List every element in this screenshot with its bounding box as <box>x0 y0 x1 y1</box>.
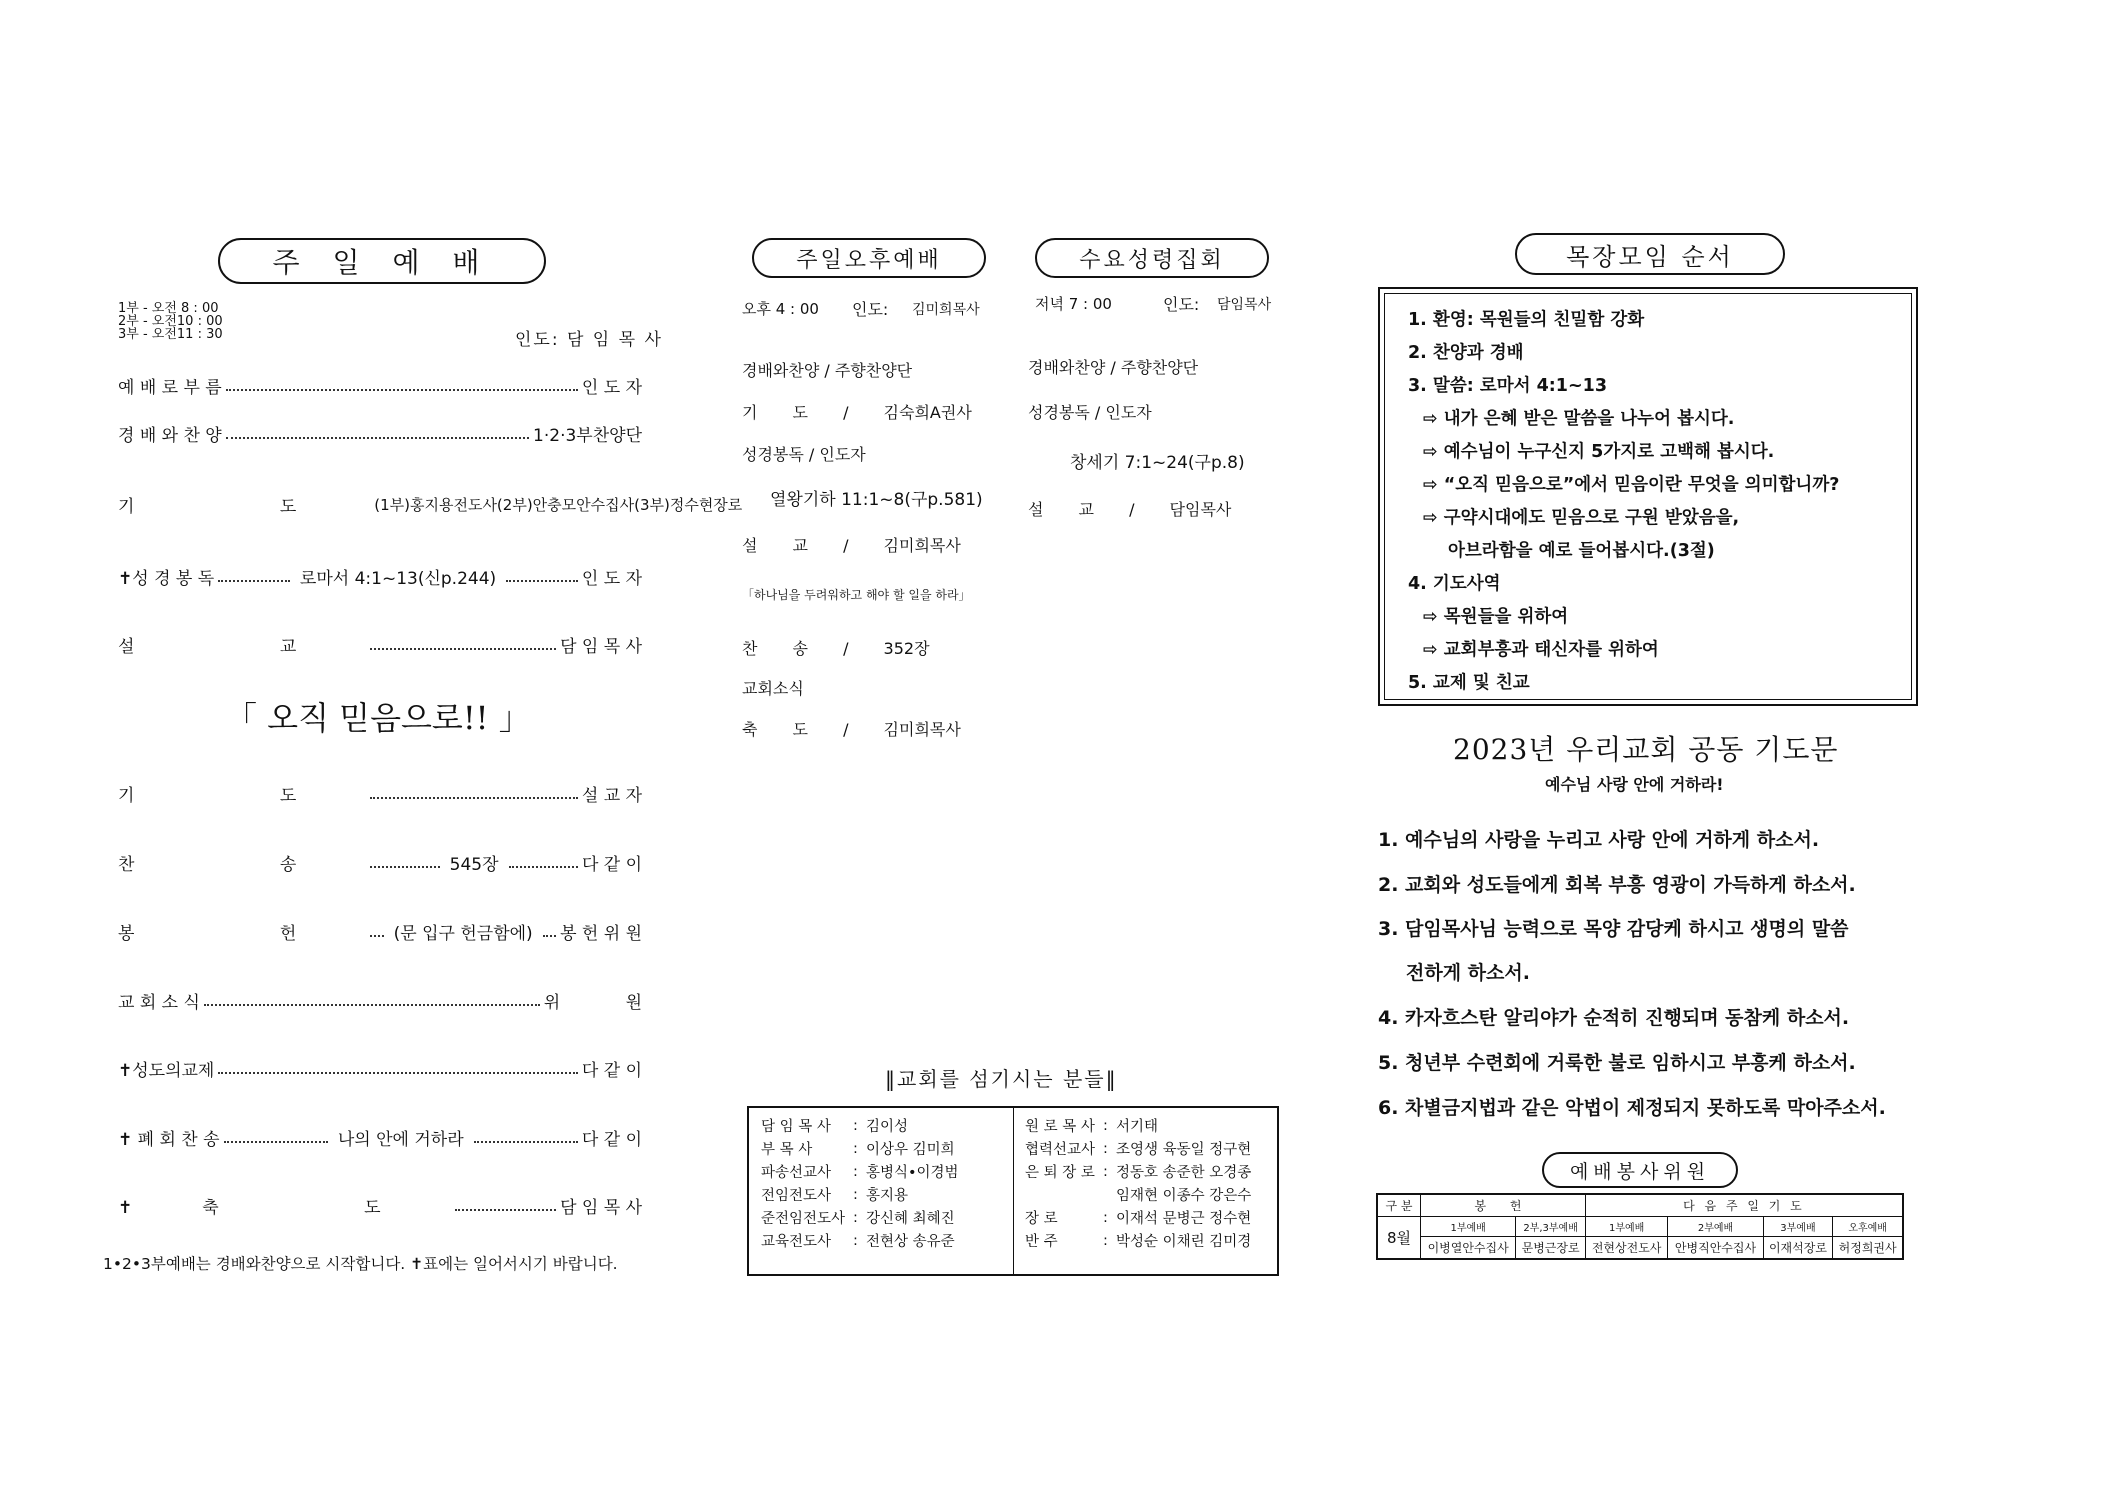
duty-name: 문병근장로 <box>1516 1237 1586 1260</box>
staff-role: 원 로 목 사 <box>1025 1119 1095 1135</box>
duty-header-offering: 봉 헌 <box>1421 1194 1586 1217</box>
afternoon-time: 오후 4 : 00 <box>742 300 819 318</box>
staff-row: 부 목 사 : 이상우 김미희 <box>757 1137 963 1160</box>
cell-meeting-line: 5. 교제 및 친교 <box>1408 673 1530 693</box>
staff-role <box>1021 1183 1099 1206</box>
order-right: 위 원 <box>543 993 672 1013</box>
order-right: 다 같 이 <box>581 1061 642 1081</box>
cell-meeting-line: ⇨ 예수님이 누구신지 5가지로 고백해 봅시다. <box>1423 442 1775 462</box>
order-row <box>118 564 642 589</box>
duty-name: 안병직안수집사 <box>1668 1237 1763 1260</box>
duty-title: 예배봉사위원 <box>1542 1152 1738 1188</box>
afternoon-line: 축 도 / 김미희목사 <box>742 720 961 739</box>
order-mid: 나의 안에 거하라 <box>332 1125 470 1150</box>
staff-row: 준전임전도사 : 강신혜 최혜진 <box>757 1206 963 1229</box>
prayer-line: 4. 카자흐스탄 알리야가 순적히 진행되며 동참케 하소서. <box>1378 1007 1850 1029</box>
duty-sub: 1부예배 <box>1585 1217 1667 1237</box>
staff-names: 전현상 송유준 <box>865 1234 955 1250</box>
duty-table <box>1376 1193 1904 1260</box>
staff-role: 협력선교사 <box>1025 1142 1096 1158</box>
staff-names: 임재현 이종수 강은수 <box>1115 1188 1252 1204</box>
order-label: 봉 헌 <box>118 924 367 944</box>
order-label: 기 도 <box>118 497 367 517</box>
staff-box <box>747 1106 1279 1276</box>
duty-month: 8월 <box>1377 1217 1421 1260</box>
staff-row: 원 로 목 사 : 서기태 <box>1021 1114 1255 1137</box>
duty-sub: 1부예배 <box>1421 1217 1516 1237</box>
order-label: 경 배 와 찬 양 <box>118 426 222 446</box>
staff-names: 이재석 문병근 정수현 <box>1115 1211 1252 1227</box>
staff-role: 은 퇴 장 로 <box>1025 1165 1095 1181</box>
staff-row: 은 퇴 장 로 : 정동호 송준한 오경종 <box>1021 1160 1255 1183</box>
wednesday-line: 경배와찬양 / 주향찬양단 <box>1028 358 1199 377</box>
order-right: 봉 헌 위 원 <box>560 924 642 944</box>
service-leader: 인도: 담 임 목 사 <box>515 330 663 350</box>
order-right: 인 도 자 <box>581 378 642 398</box>
cell-meeting-line: ⇨ 내가 은혜 받은 말씀을 나누어 봅시다. <box>1423 409 1735 429</box>
staff-role: 담 임 목 사 <box>761 1119 831 1135</box>
order-right: 다 같 이 <box>581 1130 642 1150</box>
order-right: 설 교 자 <box>581 786 642 806</box>
sermon-title: 「 오직 믿음으로!! 」 <box>225 699 531 737</box>
wednesday-line: 창세기 7:1~24(구p.8) <box>1070 453 1245 473</box>
sunday-service-title: 주 일 예 배 <box>218 238 546 284</box>
staff-role: 파송선교사 <box>761 1165 832 1181</box>
order-label: ✝축 도 <box>118 1198 451 1218</box>
prayer-line: 1. 예수님의 사랑을 누리고 사랑 안에 거하게 하소서. <box>1378 829 1820 851</box>
staff-role: 교육전도사 <box>761 1234 832 1250</box>
wednesday-line: 설 교 / 담임목사 <box>1028 500 1232 519</box>
afternoon-service-title: 주일오후예배 <box>752 238 986 278</box>
service-time: 3부 - 오전11 : 30 <box>118 327 223 342</box>
duty-sub: 2부,3부예배 <box>1516 1217 1586 1237</box>
staff-row: 전임전도사 : 홍지용 <box>757 1183 963 1206</box>
service-time: 2부 - 오전10 : 00 <box>118 314 223 329</box>
afternoon-line: 찬 송 / 352장 <box>742 639 930 658</box>
order-right: 다 같 이 <box>581 855 643 875</box>
order-row <box>118 421 642 446</box>
order-mid: (문 입구 헌금함에) <box>388 919 539 944</box>
staff-names: 강신혜 최혜진 <box>865 1211 955 1227</box>
order-mid: 로마서 4:1~13(신p.244) <box>294 564 502 589</box>
order-label: 예 배 로 부 름 <box>118 378 222 398</box>
sunday-footnote: 1•2•3부예배는 경배와찬양으로 시작합니다. ✝표에는 일어서시기 바랍니다. <box>103 1255 618 1273</box>
duty-sub: 3부예배 <box>1763 1217 1833 1237</box>
duty-name: 전현상전도사 <box>1585 1237 1667 1260</box>
prayer-title: 2023년 우리교회 공동 기도문 <box>1453 733 1839 766</box>
staff-row: 교육전도사 : 전현상 송유준 <box>757 1229 963 1252</box>
wednesday-time: 저녁 7 : 00 <box>1035 295 1112 313</box>
afternoon-line: 열왕기하 11:1~8(구p.581) <box>770 490 983 510</box>
staff-role: 반 주 <box>1025 1234 1058 1250</box>
order-label: ✝성도의교제 <box>118 1061 215 1081</box>
staff-row: 반 주 : 박성순 이채린 김미경 <box>1021 1229 1255 1252</box>
staff-right-table <box>1021 1114 1255 1252</box>
service-time: 1부 - 오전 8 : 00 <box>118 301 219 316</box>
staff-row: 담 임 목 사 : 김이성 <box>757 1114 963 1137</box>
order-label: 설 교 <box>118 637 367 657</box>
staff-row <box>1021 1183 1255 1206</box>
cell-meeting-line: 3. 말씀: 로마서 4:1~13 <box>1408 376 1607 396</box>
afternoon-line: 경배와찬양 / 주향찬양단 <box>742 361 913 380</box>
wednesday-service-title: 수요성령집회 <box>1035 238 1269 278</box>
cell-meeting-line: ⇨ 목원들을 위하여 <box>1423 607 1569 627</box>
order-right: 담 임 목 사 <box>560 637 642 657</box>
staff-names: 홍병식•이경범 <box>865 1165 959 1181</box>
staff-names: 조영생 육동일 정구현 <box>1115 1142 1252 1158</box>
staff-names: 박성순 이채린 김미경 <box>1115 1234 1252 1250</box>
duty-sub: 오후예배 <box>1833 1217 1903 1237</box>
cell-meeting-line: 4. 기도사역 <box>1408 574 1501 594</box>
order-label: ✝ 폐 회 찬 송 <box>118 1130 220 1150</box>
staff-row: 파송선교사 : 홍병식•이경범 <box>757 1160 963 1183</box>
order-row <box>118 1056 642 1081</box>
service-times <box>118 302 223 341</box>
cell-meeting-title: 목장모임 순서 <box>1515 233 1785 275</box>
duty-name: 허정희권사 <box>1833 1237 1903 1260</box>
order-row <box>118 492 743 517</box>
staff-role: 부 목 사 <box>761 1142 813 1158</box>
staff-title: ‖교회를 섬기시는 분들‖ <box>885 1067 1118 1091</box>
duty-header-div: 구 분 <box>1377 1194 1421 1217</box>
prayer-line: 5. 청년부 수련회에 거룩한 불로 임하시고 부흥케 하소서. <box>1378 1052 1856 1074</box>
order-label: 기 도 <box>118 786 367 806</box>
staff-role: 장 로 <box>1025 1211 1058 1227</box>
staff-left-table <box>757 1114 963 1252</box>
afternoon-line: 교회소식 <box>742 679 804 698</box>
order-row <box>118 373 642 398</box>
afternoon-leader-label: 인도: <box>852 300 889 319</box>
afternoon-line: 기 도 / 김숙희A권사 <box>742 403 972 422</box>
wednesday-leader: 담임목사 <box>1217 297 1272 313</box>
staff-row: 협력선교사 : 조영생 육동일 정구현 <box>1021 1137 1255 1160</box>
order-label: 찬 송 <box>118 855 367 875</box>
afternoon-line: 성경봉독 / 인도자 <box>742 445 866 464</box>
cell-meeting-line: 아브라함을 예로 들어봅시다.(3절) <box>1448 541 1715 561</box>
cell-meeting-line: 2. 찬양과 경배 <box>1408 343 1524 363</box>
order-label: 교 회 소 식 <box>118 993 200 1013</box>
order-right: (1부)홍지용전도사(2부)안충모안수집사(3부)정수현장로 <box>374 496 743 514</box>
order-row <box>118 1125 642 1150</box>
duty-name: 이재석장로 <box>1763 1237 1833 1260</box>
wednesday-leader-label: 인도: <box>1163 295 1200 314</box>
staff-names: 서기태 <box>1115 1119 1158 1135</box>
order-row <box>118 919 642 944</box>
duty-sub: 2부예배 <box>1668 1217 1763 1237</box>
staff-names: 김이성 <box>865 1119 908 1135</box>
staff-role: 준전임전도사 <box>761 1211 846 1227</box>
order-row <box>118 850 642 875</box>
duty-name: 이병열안수집사 <box>1421 1237 1516 1260</box>
staff-names: 이상우 김미희 <box>865 1142 955 1158</box>
cell-meeting-line: ⇨ 구약시대에도 믿음으로 구원 받았음을, <box>1423 508 1740 528</box>
cell-meeting-line: ⇨ 교회부흥과 태신자를 위하여 <box>1423 640 1659 660</box>
order-row <box>118 1193 642 1218</box>
afternoon-line: 설 교 / 김미희목사 <box>742 536 961 555</box>
afternoon-line: 「하나님을 두려워하고 해야 할 일을 하라」 <box>742 588 971 602</box>
cell-meeting-line: 1. 환영: 목원들의 친밀함 강화 <box>1408 310 1645 330</box>
order-label: ✝성 경 봉 독 <box>118 569 215 589</box>
order-right: 인 도 자 <box>581 569 642 589</box>
prayer-line: 3. 담임목사님 능력으로 목양 감당케 하시고 생명의 말씀 <box>1378 918 1849 940</box>
order-row <box>118 632 642 657</box>
prayer-line: 전하게 하소서. <box>1406 962 1530 984</box>
cell-meeting-line: ⇨ “오직 믿음으로”에서 믿음이란 무엇을 의미합니까? <box>1423 475 1840 495</box>
prayer-line: 2. 교회와 성도들에게 회복 부흥 영광이 가득하게 하소서. <box>1378 874 1856 896</box>
order-right: 담 임 목 사 <box>560 1198 642 1218</box>
order-row <box>118 781 642 806</box>
prayer-subtitle: 예수님 사랑 안에 거하라! <box>1545 775 1724 794</box>
staff-names: 정동호 송준한 오경종 <box>1115 1165 1252 1181</box>
staff-names: 홍지용 <box>865 1188 908 1204</box>
order-mid: 545장 <box>444 850 505 875</box>
afternoon-leader: 김미희목사 <box>912 302 980 318</box>
wednesday-line: 성경봉독 / 인도자 <box>1028 403 1152 422</box>
staff-role: 전임전도사 <box>761 1188 832 1204</box>
prayer-line: 6. 차별금지법과 같은 악법이 제정되지 못하도록 막아주소서. <box>1378 1097 1886 1119</box>
staff-row: 장 로 : 이재석 문병근 정수현 <box>1021 1206 1255 1229</box>
duty-header-prayer: 다 음 주 일 기 도 <box>1585 1194 1903 1217</box>
order-right: 1·2·3부찬양단 <box>533 426 642 446</box>
order-row <box>118 988 672 1013</box>
